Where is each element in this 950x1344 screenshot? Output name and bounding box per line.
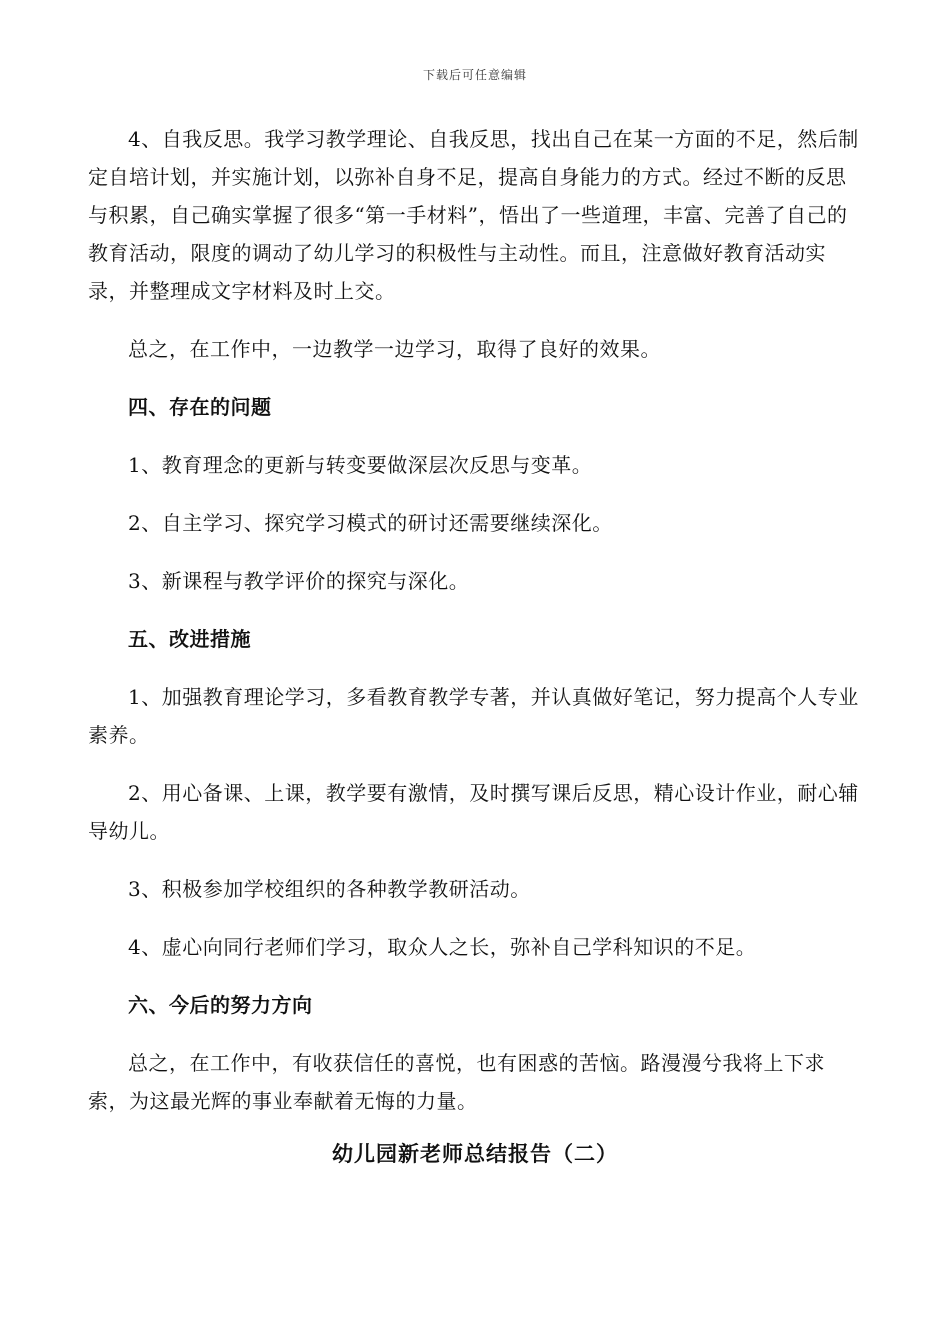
paragraph-closing: 总之，在工作中，有收获信任的喜悦，也有困惑的苦恼。路漫漫兮我将上下求索，为这最光辉的事业奉献着无悔的力量。	[88, 1051, 825, 1113]
document-body	[88, 120, 864, 1140]
header-note: 下载后可任意编辑	[422, 68, 527, 82]
list-item-problem-2: 2、自主学习、探究学习模式的研讨还需要继续深化。	[128, 511, 613, 535]
list-item-improvement-4: 4、虚心向同行老师们学习，取众人之长，弥补自己学科知识的不足。	[128, 935, 757, 959]
list-item-problem-3: 3、新课程与教学评价的探究与深化。	[128, 569, 470, 593]
paragraph-summary: 总之，在工作中，一边教学一边学习，取得了良好的效果。	[128, 337, 661, 361]
next-report-title: 幼儿园新老师总结报告（二）	[332, 1141, 618, 1166]
list-item-problem-1: 1、教育理念的更新与转变要做深层次反思与变革。	[128, 453, 593, 477]
paragraph-self-reflection: 4、自我反思。我学习教学理论、自我反思，找出自己在某一方面的不足，然后制定自培计划，并实施计划，以弥补自身不足，提高自身能力的方式。经过不断的反思与积累，自己确实掌握了很多“第一手材料”，悟出了一些道理，丰富、完善了自己的教育活动，限度的调动了幼儿学习的积极性与主动性。而且，注意做好教育活动实录，并整理成文字材料及时上交。	[88, 127, 859, 303]
list-item-improvement-3: 3、积极参加学校组织的各种教学教研活动。	[128, 877, 531, 901]
heading-future-direction: 六、今后的努力方向	[128, 993, 313, 1017]
list-item-improvement-1: 1、加强教育理论学习，多看教育教学专著，并认真做好笔记，努力提高个人专业素养。	[88, 685, 859, 747]
list-item-improvement-2: 2、用心备课、上课，教学要有激情，及时撰写课后反思，精心设计作业，耐心辅导幼儿。	[88, 781, 859, 843]
heading-problems: 四、存在的问题	[128, 395, 272, 419]
heading-improvements: 五、改进措施	[128, 627, 251, 651]
